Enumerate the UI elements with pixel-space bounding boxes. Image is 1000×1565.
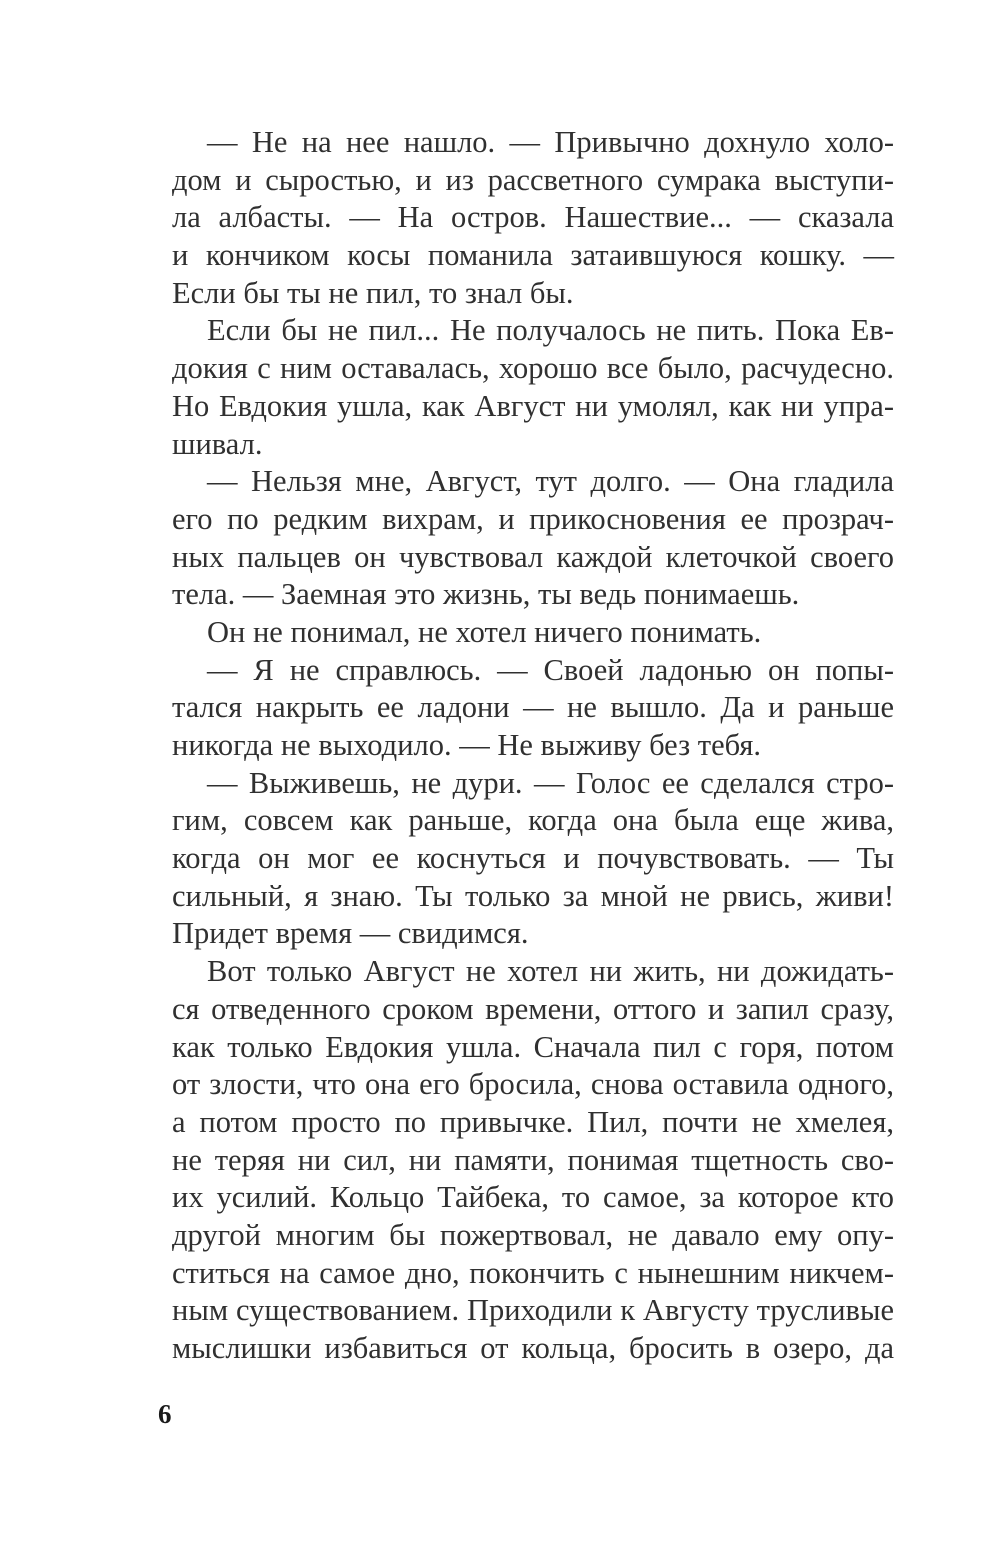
text-line: ститься на самое дно, покончить с нынешним никчем- bbox=[172, 1255, 894, 1290]
text-line: его по редким вихрам, и прикосновения ее прозрач- bbox=[172, 501, 894, 536]
text-line: — Выживешь, не дури. — Голос ее сделался стро- bbox=[207, 765, 894, 800]
text-line: докия с ним оставалась, хорошо все было, расчудесно. bbox=[172, 351, 894, 386]
text-line: Но Евдокия ушла, как Август ни умолял, как ни упра- bbox=[172, 388, 894, 423]
paragraph bbox=[172, 953, 894, 1368]
text-line: от злости, что она его бросила, снова оставила одного, bbox=[172, 1067, 894, 1102]
text-line: гим, совсем как раньше, когда она была еще жива, bbox=[172, 803, 894, 838]
text-line: их усилий. Кольцо Тайбека, то самое, за которое кто bbox=[172, 1180, 894, 1215]
text-line: ных пальцев он чувствовал каждой клеточкой своего bbox=[172, 539, 894, 574]
paragraph bbox=[172, 765, 894, 953]
text-line: — Нельзя мне, Август, тут долго. — Она гладила bbox=[207, 464, 894, 499]
text-line: ла албасты. — На остров. Нашествие... — сказала bbox=[172, 200, 894, 235]
text-line: другой многим бы пожертвовал, не давало ему опу- bbox=[172, 1217, 894, 1252]
text-line: когда он мог ее коснуться и почувствовать. — Ты bbox=[172, 841, 894, 876]
text-line: Если бы не пил... Не получалось не пить. Пока Ев- bbox=[207, 313, 894, 348]
paragraph bbox=[172, 124, 894, 312]
text-line: тела. — Заемная это жизнь, ты ведь понимаешь. bbox=[172, 577, 800, 612]
text-line: не теряя ни сил, ни памяти, понимая тщетность сво- bbox=[172, 1142, 894, 1177]
text-line: шивал. bbox=[172, 426, 263, 461]
text-line: ным существованием. Приходили к Августу трусливые bbox=[172, 1293, 894, 1328]
text-line: сильный, я знаю. Ты только за мной не рвись, живи! bbox=[172, 878, 894, 913]
text-line: — Не на нее нашло. — Привычно дохнуло холо- bbox=[207, 125, 894, 159]
text-line: ся отведенного сроком времени, оттого и запил сразу, bbox=[172, 991, 894, 1026]
text-line: как только Евдокия ушла. Сначала пил с горя, потом bbox=[172, 1029, 894, 1064]
text-line: тался накрыть ее ладони — не вышло. Да и раньше bbox=[172, 690, 894, 725]
text-line: никогда не выходило. — Не выживу без тебя. bbox=[172, 728, 762, 762]
page-body bbox=[172, 124, 894, 1368]
text-line: дом и сыростью, и из рассветного сумрака выступи- bbox=[172, 162, 894, 197]
paragraph bbox=[172, 652, 894, 765]
paragraph bbox=[172, 614, 894, 652]
text-line: мыслишки избавиться от кольца, бросить в озеро, да bbox=[172, 1331, 894, 1365]
paragraph bbox=[172, 463, 894, 614]
paragraph bbox=[172, 312, 894, 463]
text-line: Вот только Август не хотел ни жить, ни дожидать- bbox=[207, 954, 894, 989]
text-line: — Я не справлюсь. — Своей ладонью он попы- bbox=[207, 652, 894, 687]
text-line: и кончиком косы поманила затаившуюся кошку. — bbox=[172, 238, 894, 273]
text-line: Он не понимал, не хотел ничего понимать. bbox=[207, 614, 762, 649]
page-number: 6 bbox=[158, 1399, 172, 1429]
text-line: Если бы ты не пил, то знал бы. bbox=[172, 275, 574, 310]
text-line: Придет время — свидимся. bbox=[172, 916, 529, 951]
text-line: а потом просто по привычке. Пил, почти не хмелея, bbox=[172, 1104, 894, 1139]
